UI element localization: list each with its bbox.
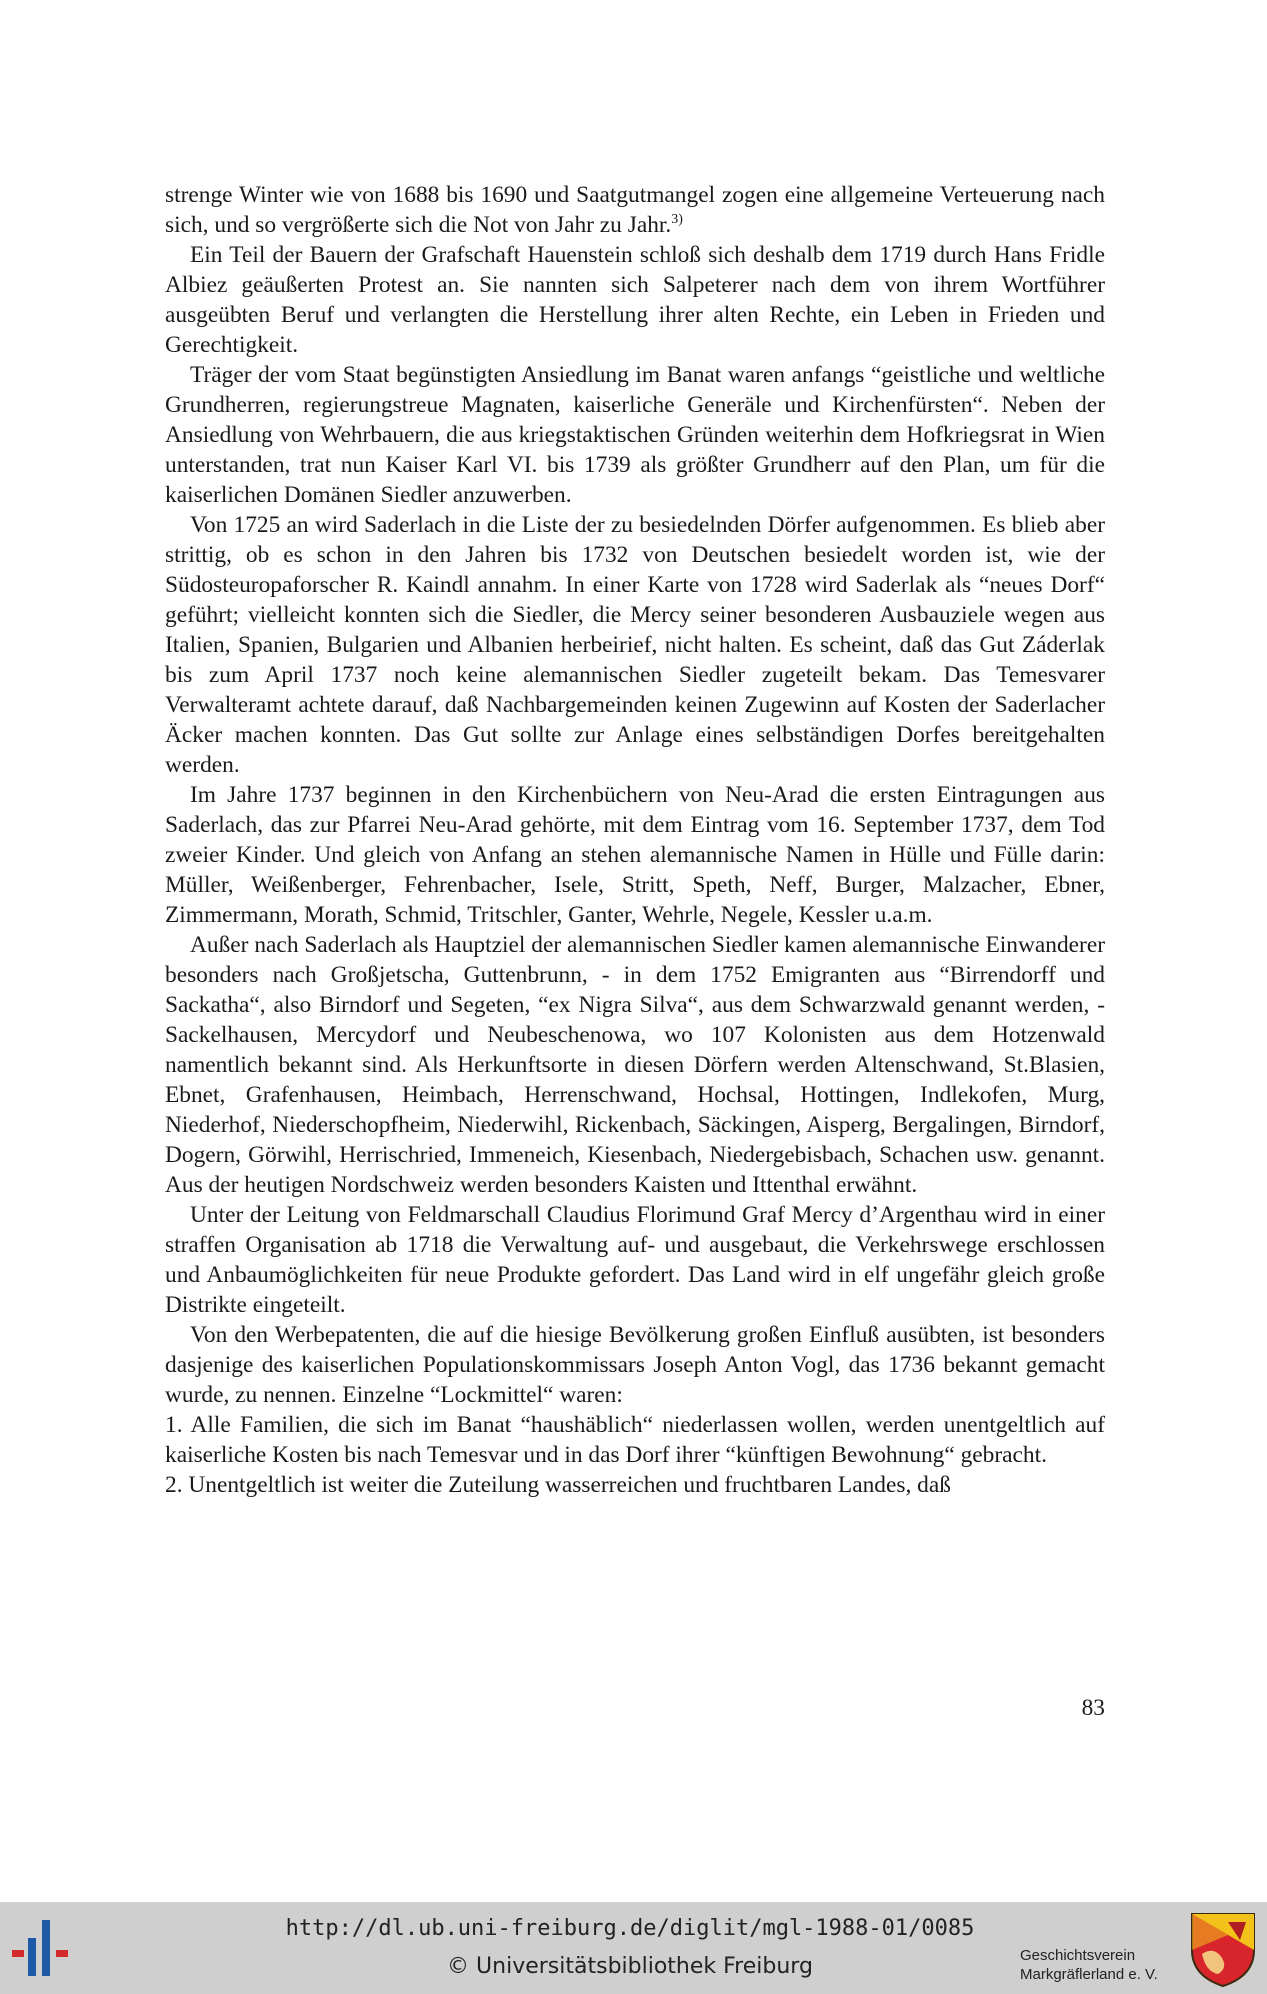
paragraph-1: strenge Winter wie von 1688 bis 1690 und Saatgutmangel zogen eine allgemeine Verteuerung nach sich, und so vergrößerte sich die Not von Jahr zu Jahr.$^{3)}$ <box>165 182 1105 238</box>
paragraph-7: Unter der Leitung von Feldmarschall Claudius Florimund Graf Mercy d’Argenthau wird in einer straffen Organisation ab 1718 die Verwaltung auf- und ausgebaut, die Verkehrswege erschlossen und Anbaumöglichkeiten für neue Produkte gefordert. Das Land wird in elf ungefähr gleich große Distrikte eingeteilt. <box>165 1202 1105 1318</box>
society-line-2: Markgräflerland e. V. <box>1020 1966 1158 1983</box>
document-body <box>165 180 1105 1500</box>
list-item-2: 2. Unentgeltlich ist weiter die Zuteilung wasserreichen und fruchtbaren Landes, daß <box>165 1472 951 1498</box>
paragraph-3: Träger der vom Staat begünstigten Ansiedlung im Banat waren anfangs “geistliche und weltliche Grundherren, regierungstreue Magnaten, kaiserliche Generäle und Kirchenfürsten“. Neben der Ansiedlung von Wehrbauern, die aus kriegstaktischen Gründen weiterhin dem Hofkriegsrat in Wien unterstanden, trat nun Kaiser Karl VI. bis 1739 als größter Grundherr auf den Plan, um für die kaiserlichen Domänen Siedler anzuwerben. <box>165 362 1105 508</box>
library-logo-icon <box>12 1920 82 1976</box>
paragraph-8: Von den Werbepatenten, die auf die hiesige Bevölkerung großen Einfluß ausübten, ist besonders dasjenige des kaiserlichen Populationskommissars Joseph Anton Vogl, das 1736 bekannt gemacht wurde, zu nennen. Einzelne “Lockmittel“ waren: <box>165 1322 1105 1408</box>
copyright-text: © Universitätsbibliothek Freiburg <box>447 1954 813 1979</box>
paragraph-4: Von 1725 an wird Saderlach in die Liste der zu besiedelnden Dörfer aufgenommen. Es blieb aber strittig, ob es schon in den Jahren bis 1732 von Deutschen besiedelt worden ist, wie der Südosteuropaforscher R. Kaindl annahm. In einer Karte von 1728 wird Saderlak als “neues Dorf“ geführt; vielleicht konnten sich die Siedler, die Mercy seiner besonderen Ausbauziele wegen aus Italien, Spanien, Bulgarien und Albanien herbeirief, nicht halten. Es scheint, daß das Gut Záderlak bis zum April 1737 noch keine alemannischen Siedler zugeteilt bekam. Das Temesvarer Verwalteramt achtete darauf, daß Nachbargemeinden keinen Zugewinn auf Kosten der Saderlacher Äcker machen konnten. Das Gut sollte zur Anlage eines selbständigen Dorfes bereitgehalten werden. <box>165 512 1105 778</box>
society-name <box>1020 1946 1185 1984</box>
paragraph-5: Im Jahre 1737 beginnen in den Kirchenbüchern von Neu-Arad die ersten Eintragungen aus Saderlach, das zur Pfarrei Neu-Arad gehörte, mit dem Eintrag vom 16. September 1737, dem Tod zweier Kinder. Und gleich von Anfang an stehen alemannische Namen in Hülle und Fülle darin: Müller, Weißenberger, Fehrenbacher, Isele, Stritt, Speth, Neff, Burger, Malzacher, Ebner, Zimmermann, Morath, Schmid, Tritschler, Ganter, Wehrle, Negele, Kessler u.a.m. <box>165 782 1105 928</box>
footnote-marker: 3) <box>671 212 683 227</box>
page-number: 83 <box>1081 1695 1105 1721</box>
paragraph-6: Außer nach Saderlach als Hauptziel der alemannischen Siedler kamen alemannische Einwanderer besonders nach Großjetscha, Guttenbrunn, - in dem 1752 Emigranten aus “Birrendorff und Sackatha“, also Birndorf und Segeten, “ex Nigra Silva“, aus dem Schwarzwald genannt werden, - Sackelhausen, Mercydorf und Neubeschenowa, wo 107 Kolonisten aus dem Hotzenwald namentlich bekannt sind. Als Herkunftsorte in diesen Dörfern werden Altenschwand, St.Blasien, Ebnet, Grafenhausen, Heimbach, Herrenschwand, Hochsal, Hottingen, Indlekofen, Murg, Niederhof, Niederschopfheim, Niederwihl, Rickenbach, Säckingen, Aisperg, Bergalingen, Birndorf, Dogern, Görwihl, Herrischried, Immeneich, Kiesenbach, Niedergebisbach, Schachen usw. genannt. Aus der heutigen Nordschweiz werden besonders Kaisten und Ittenthal erwähnt. <box>165 932 1105 1198</box>
paragraph-2: Ein Teil der Bauern der Grafschaft Hauenstein schloß sich deshalb dem 1719 durch Hans Fridle Albiez geäußerten Protest an. Sie nannten sich Salpeterer nach dem von ihrem Wortführer ausgeübten Beruf und verlangten die Herstellung ihrer alten Rechte, ein Leben in Frieden und Gerechtigkeit. <box>165 242 1105 358</box>
coat-of-arms-icon <box>1188 1910 1258 1988</box>
society-line-1: Geschichtsverein <box>1020 1947 1136 1964</box>
source-url-link[interactable]: http://dl.ub.uni-freiburg.de/diglit/mgl-1988-01/0085 <box>285 1916 975 1941</box>
footer-bar <box>0 1902 1267 1994</box>
list-item-1: 1. Alle Familien, die sich im Banat “haushäblich“ niederlassen wollen, werden unentgeltlich auf kaiserliche Kosten bis nach Temesvar und in das Dorf ihrer “künftigen Bewohnung“ gebracht. <box>165 1412 1105 1468</box>
